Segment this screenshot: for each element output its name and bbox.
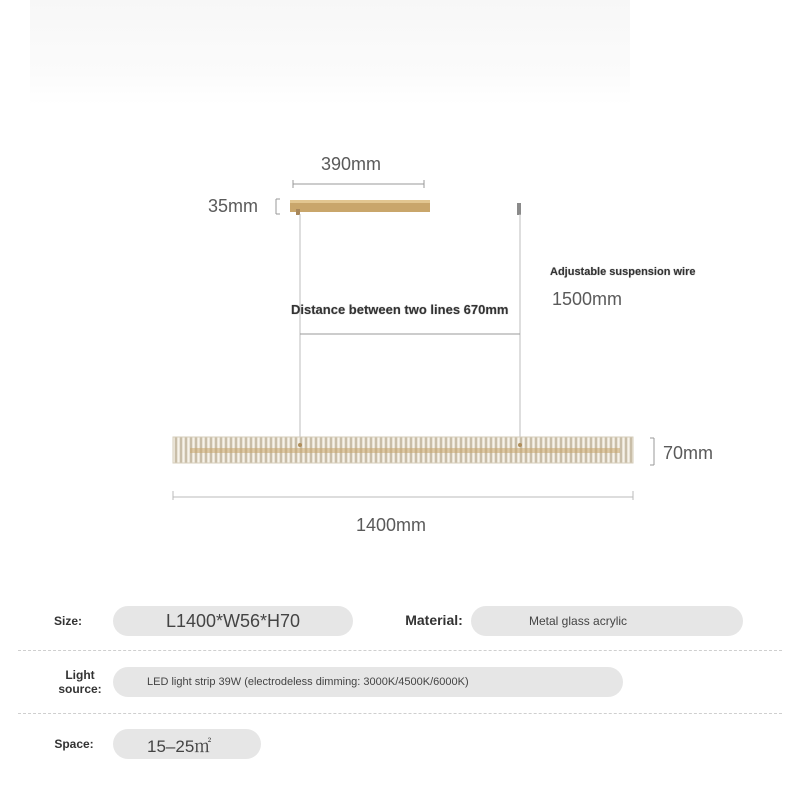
material-key: Material:: [405, 612, 463, 628]
size-value: L1400*W56*H70: [165, 610, 301, 631]
bar-length-label: 1400mm: [356, 515, 427, 535]
canopy-height-label: 35mm: [208, 196, 259, 216]
material-value-pill: [471, 606, 743, 636]
suspension-length-label: 1500mm: [552, 289, 623, 309]
canopy-width-label: 390mm: [321, 154, 382, 174]
size-value-pill: [113, 606, 353, 636]
line-distance-label: Distance between two lines 670mm: [291, 302, 509, 317]
wire-anchor: [517, 203, 521, 215]
space-value: 15–25㎡: [147, 736, 212, 756]
light-source-key: [44, 668, 116, 696]
size-key: Size:: [53, 614, 82, 628]
material-value: Metal glass acrylic: [529, 614, 628, 628]
suspension-wire-note: Adjustable suspension wire: [550, 266, 696, 278]
space-value-pill: [113, 729, 261, 759]
light-key-line-1: Light: [65, 668, 95, 682]
light-key-line-2: source:: [58, 682, 102, 696]
space-key: Space:: [54, 737, 94, 751]
light-source-value-pill: [113, 667, 623, 697]
row-divider: [18, 713, 782, 714]
bar-height-label: 70mm: [663, 443, 714, 463]
row-divider: [18, 650, 782, 651]
light-source-value: LED light strip 39W (electrodeless dimming: 3000K/4500K/6000K): [147, 676, 469, 688]
